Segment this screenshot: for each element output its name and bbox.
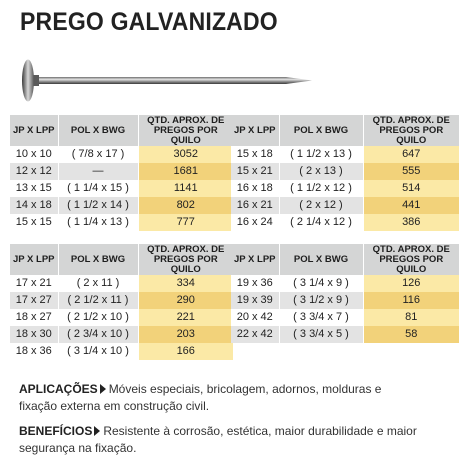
header-pol: POL X BWG [58,115,138,146]
header-jp: JP X LPP [10,115,58,146]
nail-table-4 [231,244,459,343]
header-jp: JP X LPP [231,115,279,146]
beneficios-section [19,423,459,457]
aplicacoes-label: APLICAÇÕES [19,382,98,396]
header-qtd: QTD. APROX. DE PREGOS POR QUILO [138,244,233,275]
table-row: 16 x 24 ( 2 1/4 x 12 ) 386 [231,214,459,231]
galvanized-nail-icon [14,58,314,106]
table-row: 10 x 10 ( 7/8 x 17 ) 3052 [10,146,233,163]
table-row: 12 x 12 — 1681 [10,163,233,180]
aplicacoes-text-1: Móveis especiais, bricolagem, adornos, molduras e [108,382,382,396]
table-row: 19 x 36 ( 3 1/4 x 9 ) 126 [231,275,459,292]
nail-table-3 [10,244,233,360]
table-row: 16 x 18 ( 1 1/2 x 12 ) 514 [231,180,459,197]
aplicacoes-section [19,381,459,415]
triangle-right-icon [100,384,106,394]
beneficios-label: BENEFÍCIOS [19,424,93,438]
header-pol: POL X BWG [58,244,138,275]
header-pol: POL X BWG [279,115,363,146]
nail-table-1 [10,115,233,231]
table-row: 17 x 21 ( 2 x 11 ) 334 [10,275,233,292]
table-row: 20 x 42 ( 3 3/4 x 7 ) 81 [231,309,459,326]
aplicacoes-text-2: fixação externa em construção civil. [19,399,210,413]
table-row: 13 x 15 ( 1 1/4 x 15 ) 1141 [10,180,233,197]
table-row: 17 x 27 ( 2 1/2 x 11 ) 290 [10,292,233,309]
table-row: 18 x 27 ( 2 1/2 x 10 ) 221 [10,309,233,326]
triangle-right-icon [94,426,100,436]
table-row: 22 x 42 ( 3 3/4 x 5 ) 58 [231,326,459,343]
header-jp: JP X LPP [231,244,279,275]
header-jp: JP X LPP [10,244,58,275]
table-row: 14 x 18 ( 1 1/2 x 14 ) 802 [10,197,233,214]
beneficios-text-2: segurança na fixação. [19,441,137,455]
table-row: 19 x 39 ( 3 1/2 x 9 ) 116 [231,292,459,309]
header-qtd: QTD. APROX. DE PREGOS POR QUILO [363,244,459,275]
header-qtd: QTD. APROX. DE PREGOS POR QUILO [363,115,459,146]
table-row: 18 x 36 ( 3 1/4 x 10 ) 166 [10,343,233,360]
table-row: 18 x 30 ( 2 3/4 x 10 ) 203 [10,326,233,343]
nail-table-2 [231,115,459,231]
table-row: 15 x 15 ( 1 1/4 x 13 ) 777 [10,214,233,231]
header-pol: POL X BWG [279,244,363,275]
header-qtd: QTD. APROX. DE PREGOS POR QUILO [138,115,233,146]
table-row: 16 x 21 ( 2 x 12 ) 441 [231,197,459,214]
table-row: 15 x 21 ( 2 x 13 ) 555 [231,163,459,180]
page-title: PREGO GALVANIZADO [20,8,278,36]
table-row: 15 x 18 ( 1 1/2 x 13 ) 647 [231,146,459,163]
beneficios-text-1: Resistente à corrosão, estética, maior durabilidade e maior [103,424,417,438]
